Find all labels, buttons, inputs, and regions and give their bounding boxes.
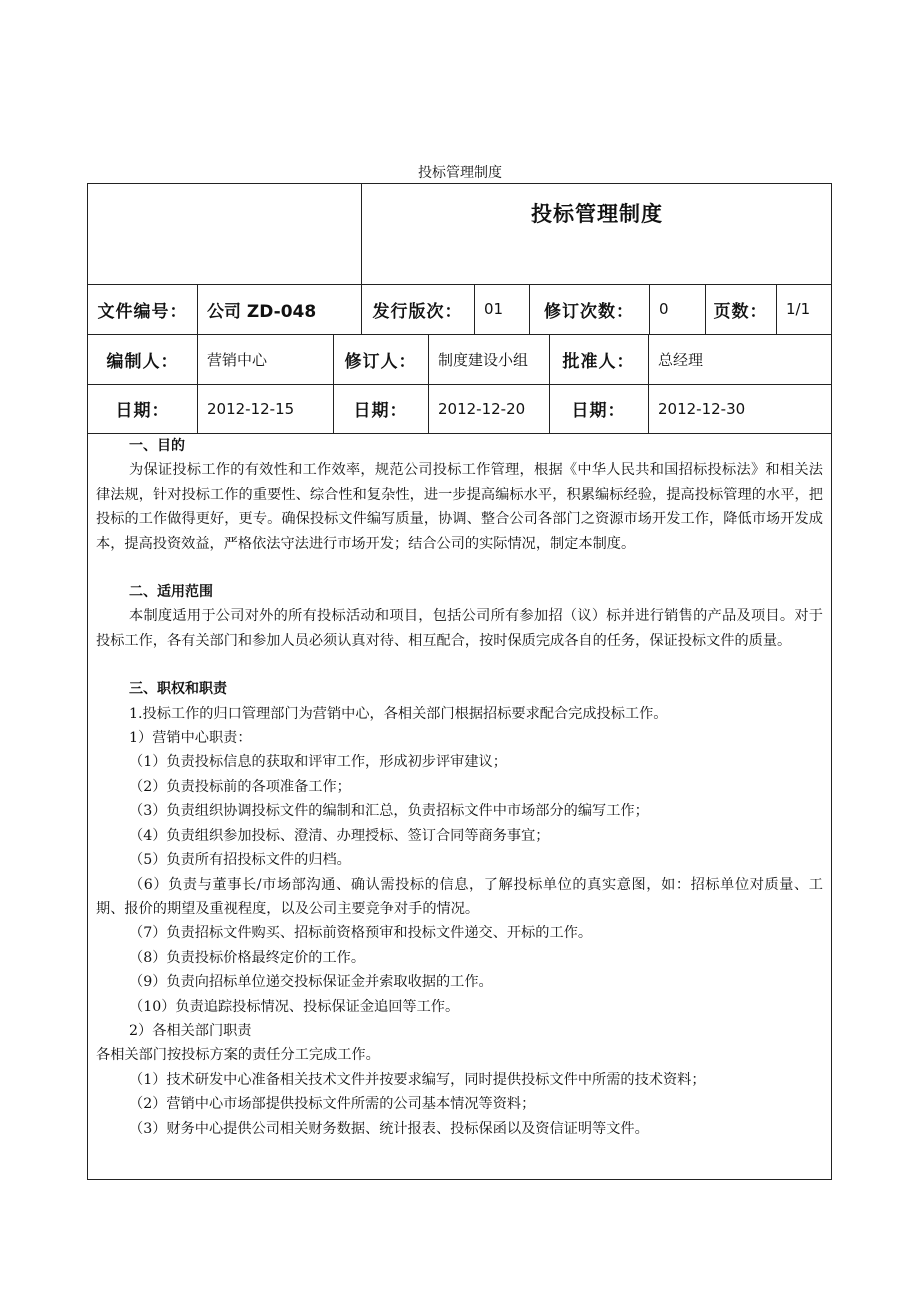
reviser-label: 修订人：	[344, 351, 417, 372]
document-title: 投标管理制度	[531, 202, 663, 226]
marketing-duty-item: （8）负责投标价格最终定价的工作。	[129, 949, 366, 966]
marketing-duty-item: （1）负责投标信息的获取和评审工作，形成初步评审建议；	[129, 754, 507, 771]
author-value: 营销中心	[207, 350, 268, 369]
dept-duty-intro: 各相关部门按投标方案的责任分工完成工作。	[96, 1047, 380, 1064]
purpose-paragraph: 为保证投标工作的有效性和工作效率，规范公司投标工作管理，根据《中华人民共和国招标投标法》和相关法律法规，针对投标工作的重要性、综合性和复杂性，进一步提高编标水平，积累编标经验，提高投标管理的水平，把投标的工作做得更好，更专。确保投标文件编写质量，协调、整合公司各部门之资源市场开发工作，降低市场开发成本，提高投资效益，严格依法守法进行市场开发；结合公司的实际情况，制定本制度。	[96, 462, 823, 552]
document-body	[87, 434, 832, 1141]
spacer	[96, 556, 823, 580]
revisions-value: 0	[659, 300, 669, 318]
approver-value: 总经理	[658, 350, 704, 369]
date3-label: 日期：	[571, 401, 626, 421]
section-heading-duty: 三、职权和职责	[129, 681, 227, 698]
marketing-duty-item: （10）负责追踪投标情况、投标保证金追回等工作。	[129, 998, 460, 1015]
revisions-label: 修订次数：	[544, 301, 634, 322]
section-heading-scope: 二、适用范围	[129, 584, 213, 601]
pages-value: 1/1	[786, 300, 811, 318]
marketing-duty-heading: 1）营销中心职责：	[129, 730, 252, 747]
marketing-duty-item: （3）负责组织协调投标文件的编制和汇总，负责招标文件中市场部分的编写工作；	[129, 803, 649, 820]
marketing-duty-item: （7）负责招标文件购买、招标前资格预审和投标文件递交、开标的工作。	[129, 925, 593, 942]
marketing-duty-item: （5）负责所有招投标文件的归档。	[129, 852, 351, 869]
spacer	[96, 653, 823, 677]
version-label: 发行版次：	[372, 301, 463, 322]
marketing-duty-item: （9）负责向招标单位递交投标保证金并索取收据的工作。	[129, 974, 493, 991]
duty-intro: 1.投标工作的归口管理部门为营销中心，各相关部门根据招标要求配合完成投标工作。	[129, 705, 668, 722]
file-no-value: 公司 ZD-048	[207, 301, 317, 322]
date2-label: 日期：	[353, 401, 408, 421]
section-heading-purpose: 一、目的	[129, 438, 185, 454]
marketing-duty-item: （4）负责组织参加投标、澄清、办理授标、签订合同等商务事宜；	[129, 827, 550, 844]
file-no-label: 文件编号：	[97, 301, 188, 322]
version-value: 01	[484, 300, 504, 318]
date2-value: 2012-12-20	[438, 399, 526, 418]
marketing-duty-item: （6）负责与董事长/市场部沟通、确认需投标的信息，了解投标单位的真实意图，如：招标单位对质量、工期、报价的期望及重视程度，以及公司主要竞争对手的情况。	[96, 876, 823, 917]
date3-value: 2012-12-30	[658, 399, 746, 418]
date1-label: 日期：	[115, 401, 170, 421]
pages-label: 页数：	[713, 301, 768, 322]
dept-duty-heading: 2）各相关部门职责	[129, 1022, 252, 1039]
marketing-duty-item: （2）负责投标前的各项准备工作；	[129, 778, 351, 795]
reviser-value: 制度建设小组	[438, 350, 529, 369]
page-header: 投标管理制度	[418, 165, 502, 181]
scope-paragraph: 本制度适用于公司对外的所有投标活动和项目，包括公司所有参加招（议）标并进行销售的产品及项目。对于投标工作，各有关部门和参加人员必须认真对待、相互配合，按时保质完成各自的任务，保证投标文件的质量。	[96, 608, 823, 649]
date1-value: 2012-12-15	[207, 399, 295, 418]
dept-duty-item: （2）营销中心市场部提供投标文件所需的公司基本情况等资料；	[129, 1096, 536, 1113]
approver-label: 批准人：	[562, 351, 635, 372]
dept-duty-item: （1）技术研发中心准备相关技术文件并按要求编写，同时提供投标文件中所需的技术资料；	[129, 1071, 706, 1088]
dept-duty-item: （3）财务中心提供公司相关财务数据、统计报表、投标保函以及资信证明等文件。	[129, 1120, 649, 1137]
author-label: 编制人：	[106, 351, 179, 372]
